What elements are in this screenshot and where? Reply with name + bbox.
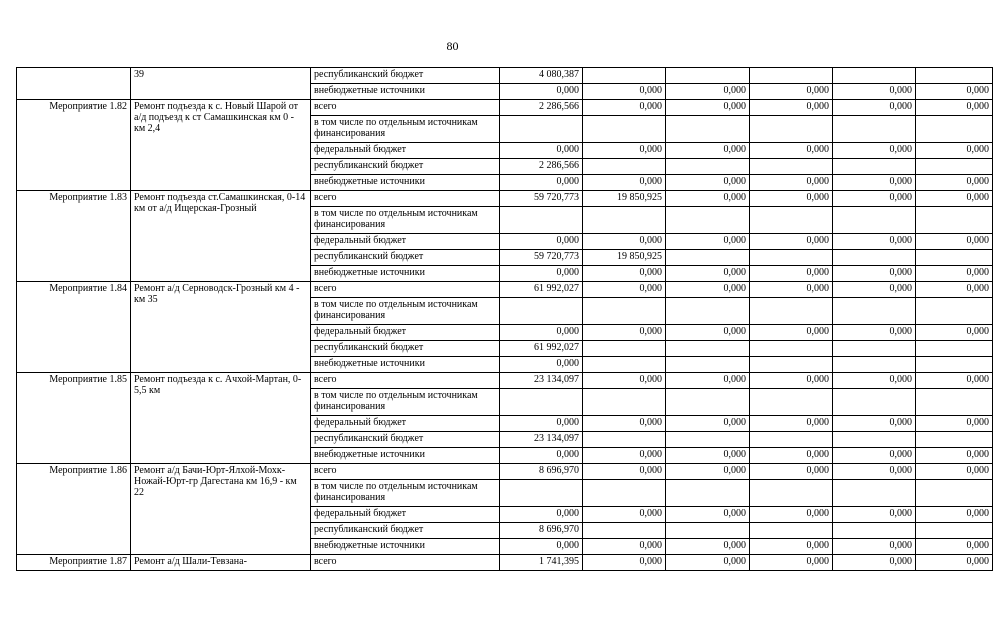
amount-cell: 0,000	[583, 266, 666, 282]
amount-cell: 0,000	[833, 555, 916, 571]
budget-table	[16, 67, 993, 571]
amount-cell: 59 720,773	[500, 191, 583, 207]
table-row	[17, 373, 993, 389]
amount-cell: 19 850,925	[583, 250, 666, 266]
funding-source-cell: федеральный бюджет	[311, 416, 500, 432]
amount-cell: 0,000	[833, 464, 916, 480]
amount-cell	[916, 432, 993, 448]
funding-source-cell: внебюджетные источники	[311, 539, 500, 555]
amount-cell: 61 992,027	[500, 282, 583, 298]
amount-cell: 0,000	[583, 555, 666, 571]
amount-cell: 0,000	[750, 325, 833, 341]
amount-cell: 0,000	[500, 266, 583, 282]
amount-cell	[750, 523, 833, 539]
amount-cell: 0,000	[666, 448, 750, 464]
amount-cell	[666, 523, 750, 539]
amount-cell	[583, 341, 666, 357]
measure-code-cell	[17, 68, 131, 100]
measure-name-cell: Ремонт а/д Бачи-Юрт-Ялхой-Мохк-Ножай-Юрт-гр Дагестана км 16,9 - км 22	[131, 464, 311, 555]
funding-source-cell: федеральный бюджет	[311, 234, 500, 250]
amount-cell: 0,000	[666, 191, 750, 207]
amount-cell	[666, 159, 750, 175]
amount-cell: 0,000	[750, 373, 833, 389]
funding-source-cell: республиканский бюджет	[311, 523, 500, 539]
funding-source-cell: в том числе по отдельным источникам финансирования	[311, 207, 500, 234]
page-number: 80	[446, 39, 459, 53]
amount-cell: 0,000	[833, 143, 916, 159]
amount-cell	[583, 523, 666, 539]
measure-code-cell: Мероприятие 1.86	[17, 464, 131, 555]
amount-cell	[833, 357, 916, 373]
funding-source-cell: в том числе по отдельным источникам финансирования	[311, 480, 500, 507]
measure-name-cell: Ремонт а/д Шали-Тевзана-	[131, 555, 311, 571]
amount-cell: 0,000	[583, 234, 666, 250]
amount-cell	[750, 298, 833, 325]
measure-name-cell: Ремонт подъезда ст.Самашкинская, 0-14 км от а/д Ищерская-Грозный	[131, 191, 311, 282]
amount-cell	[583, 432, 666, 448]
amount-cell: 0,000	[833, 507, 916, 523]
amount-cell: 0,000	[500, 234, 583, 250]
amount-cell	[833, 250, 916, 266]
amount-cell: 61 992,027	[500, 341, 583, 357]
funding-source-cell: республиканский бюджет	[311, 68, 500, 84]
amount-cell	[750, 480, 833, 507]
funding-source-cell: федеральный бюджет	[311, 507, 500, 523]
amount-cell	[750, 68, 833, 84]
amount-cell	[666, 116, 750, 143]
amount-cell	[916, 357, 993, 373]
amount-cell	[583, 298, 666, 325]
amount-cell: 0,000	[916, 373, 993, 389]
amount-cell	[500, 480, 583, 507]
amount-cell: 0,000	[833, 100, 916, 116]
amount-cell	[583, 68, 666, 84]
measure-code-cell: Мероприятие 1.83	[17, 191, 131, 282]
amount-cell	[666, 207, 750, 234]
funding-source-cell: всего	[311, 464, 500, 480]
amount-cell: 1 741,395	[500, 555, 583, 571]
measure-name-cell: Ремонт подъезда к с. Ачхой-Мартан, 0-5,5 км	[131, 373, 311, 464]
measure-code-cell: Мероприятие 1.85	[17, 373, 131, 464]
funding-source-cell: всего	[311, 191, 500, 207]
table-row	[17, 555, 993, 571]
amount-cell	[666, 250, 750, 266]
table-row	[17, 100, 993, 116]
measure-name-cell: Ремонт а/д Серноводск-Грозный км 4 - км 35	[131, 282, 311, 373]
funding-source-cell: в том числе по отдельным источникам финансирования	[311, 298, 500, 325]
amount-cell: 0,000	[500, 143, 583, 159]
table-row	[17, 191, 993, 207]
amount-cell: 0,000	[750, 507, 833, 523]
amount-cell: 19 850,925	[583, 191, 666, 207]
amount-cell: 0,000	[916, 175, 993, 191]
amount-cell: 0,000	[666, 507, 750, 523]
amount-cell	[833, 523, 916, 539]
amount-cell: 23 134,097	[500, 432, 583, 448]
amount-cell: 0,000	[916, 282, 993, 298]
amount-cell: 0,000	[750, 84, 833, 100]
amount-cell	[833, 207, 916, 234]
amount-cell	[666, 68, 750, 84]
amount-cell: 23 134,097	[500, 373, 583, 389]
amount-cell	[916, 298, 993, 325]
amount-cell	[750, 207, 833, 234]
amount-cell	[916, 389, 993, 416]
amount-cell	[666, 341, 750, 357]
amount-cell: 0,000	[666, 555, 750, 571]
table-body	[17, 68, 993, 571]
amount-cell	[750, 341, 833, 357]
amount-cell	[583, 357, 666, 373]
amount-cell: 0,000	[750, 416, 833, 432]
amount-cell	[583, 389, 666, 416]
amount-cell	[833, 341, 916, 357]
funding-source-cell: внебюджетные источники	[311, 266, 500, 282]
amount-cell	[916, 341, 993, 357]
amount-cell	[666, 480, 750, 507]
amount-cell: 4 080,387	[500, 68, 583, 84]
amount-cell	[916, 207, 993, 234]
amount-cell: 8 696,970	[500, 464, 583, 480]
amount-cell: 0,000	[750, 191, 833, 207]
funding-source-cell: республиканский бюджет	[311, 432, 500, 448]
amount-cell: 0,000	[833, 266, 916, 282]
funding-source-cell: всего	[311, 555, 500, 571]
amount-cell: 0,000	[916, 464, 993, 480]
amount-cell: 0,000	[916, 234, 993, 250]
amount-cell: 0,000	[666, 234, 750, 250]
amount-cell: 2 286,566	[500, 159, 583, 175]
table-row	[17, 68, 993, 84]
amount-cell: 0,000	[583, 416, 666, 432]
amount-cell	[833, 116, 916, 143]
amount-cell	[833, 480, 916, 507]
amount-cell: 0,000	[583, 175, 666, 191]
amount-cell: 0,000	[833, 416, 916, 432]
amount-cell: 0,000	[750, 448, 833, 464]
funding-source-cell: республиканский бюджет	[311, 250, 500, 266]
amount-cell: 0,000	[833, 175, 916, 191]
amount-cell: 0,000	[833, 282, 916, 298]
amount-cell	[750, 357, 833, 373]
amount-cell	[916, 68, 993, 84]
amount-cell: 0,000	[833, 325, 916, 341]
amount-cell: 0,000	[750, 464, 833, 480]
funding-source-cell: внебюджетные источники	[311, 84, 500, 100]
amount-cell	[750, 432, 833, 448]
amount-cell: 0,000	[583, 448, 666, 464]
amount-cell: 0,000	[666, 464, 750, 480]
funding-source-cell: всего	[311, 100, 500, 116]
amount-cell	[833, 298, 916, 325]
amount-cell	[916, 116, 993, 143]
amount-cell: 0,000	[666, 175, 750, 191]
amount-cell: 0,000	[500, 175, 583, 191]
amount-cell: 0,000	[500, 357, 583, 373]
amount-cell: 0,000	[666, 373, 750, 389]
amount-cell: 0,000	[583, 143, 666, 159]
amount-cell	[666, 432, 750, 448]
amount-cell: 0,000	[583, 464, 666, 480]
funding-source-cell: в том числе по отдельным источникам финансирования	[311, 116, 500, 143]
amount-cell	[583, 480, 666, 507]
amount-cell: 0,000	[500, 448, 583, 464]
funding-source-cell: в том числе по отдельным источникам финансирования	[311, 389, 500, 416]
amount-cell	[666, 357, 750, 373]
amount-cell: 0,000	[916, 325, 993, 341]
amount-cell: 0,000	[916, 143, 993, 159]
measure-name-cell: Ремонт подъезда к с. Новый Шарой от а/д подъезд к ст Самашкинская км 0 - км 2,4	[131, 100, 311, 191]
amount-cell: 0,000	[500, 507, 583, 523]
amount-cell: 0,000	[666, 100, 750, 116]
amount-cell	[833, 389, 916, 416]
amount-cell	[833, 68, 916, 84]
amount-cell: 0,000	[500, 84, 583, 100]
table-row	[17, 464, 993, 480]
measure-name-cell: 39	[131, 68, 311, 100]
amount-cell: 0,000	[583, 325, 666, 341]
amount-cell: 0,000	[916, 191, 993, 207]
amount-cell	[916, 523, 993, 539]
amount-cell: 0,000	[750, 100, 833, 116]
amount-cell: 0,000	[916, 84, 993, 100]
amount-cell: 0,000	[500, 416, 583, 432]
amount-cell: 0,000	[583, 84, 666, 100]
amount-cell	[916, 250, 993, 266]
amount-cell: 0,000	[916, 416, 993, 432]
amount-cell: 59 720,773	[500, 250, 583, 266]
amount-cell: 0,000	[666, 266, 750, 282]
amount-cell	[583, 159, 666, 175]
amount-cell: 0,000	[500, 325, 583, 341]
funding-source-cell: всего	[311, 373, 500, 389]
amount-cell: 0,000	[750, 234, 833, 250]
amount-cell	[833, 432, 916, 448]
measure-code-cell: Мероприятие 1.82	[17, 100, 131, 191]
measure-code-cell: Мероприятие 1.87	[17, 555, 131, 571]
amount-cell	[666, 298, 750, 325]
amount-cell	[750, 159, 833, 175]
amount-cell: 0,000	[750, 266, 833, 282]
amount-cell	[500, 389, 583, 416]
funding-source-cell: внебюджетные источники	[311, 448, 500, 464]
amount-cell	[583, 207, 666, 234]
amount-cell: 0,000	[666, 282, 750, 298]
amount-cell: 0,000	[750, 175, 833, 191]
amount-cell	[750, 250, 833, 266]
amount-cell	[916, 159, 993, 175]
amount-cell	[500, 207, 583, 234]
amount-cell: 0,000	[833, 234, 916, 250]
amount-cell: 0,000	[750, 539, 833, 555]
funding-source-cell: республиканский бюджет	[311, 159, 500, 175]
funding-source-cell: республиканский бюджет	[311, 341, 500, 357]
amount-cell	[833, 159, 916, 175]
amount-cell: 0,000	[666, 325, 750, 341]
amount-cell: 0,000	[833, 373, 916, 389]
amount-cell: 0,000	[666, 539, 750, 555]
table-row	[17, 282, 993, 298]
amount-cell: 0,000	[583, 373, 666, 389]
amount-cell	[500, 298, 583, 325]
amount-cell: 0,000	[750, 282, 833, 298]
funding-source-cell: федеральный бюджет	[311, 325, 500, 341]
funding-source-cell: всего	[311, 282, 500, 298]
funding-source-cell: внебюджетные источники	[311, 357, 500, 373]
amount-cell: 0,000	[833, 539, 916, 555]
amount-cell: 0,000	[916, 100, 993, 116]
funding-source-cell: федеральный бюджет	[311, 143, 500, 159]
amount-cell: 0,000	[750, 143, 833, 159]
amount-cell: 0,000	[500, 539, 583, 555]
amount-cell: 0,000	[666, 143, 750, 159]
amount-cell	[583, 116, 666, 143]
measure-code-cell: Мероприятие 1.84	[17, 282, 131, 373]
amount-cell: 0,000	[833, 84, 916, 100]
amount-cell: 0,000	[916, 448, 993, 464]
amount-cell	[750, 389, 833, 416]
amount-cell: 0,000	[833, 191, 916, 207]
amount-cell: 0,000	[583, 507, 666, 523]
amount-cell: 0,000	[916, 507, 993, 523]
amount-cell	[750, 116, 833, 143]
amount-cell: 0,000	[833, 448, 916, 464]
amount-cell	[916, 480, 993, 507]
amount-cell: 0,000	[916, 266, 993, 282]
amount-cell: 0,000	[750, 555, 833, 571]
amount-cell: 0,000	[583, 539, 666, 555]
amount-cell: 0,000	[666, 416, 750, 432]
amount-cell: 0,000	[916, 539, 993, 555]
amount-cell: 2 286,566	[500, 100, 583, 116]
funding-source-cell: внебюджетные источники	[311, 175, 500, 191]
amount-cell: 0,000	[583, 282, 666, 298]
amount-cell: 8 696,970	[500, 523, 583, 539]
amount-cell: 0,000	[916, 555, 993, 571]
amount-cell	[500, 116, 583, 143]
amount-cell	[666, 389, 750, 416]
amount-cell: 0,000	[666, 84, 750, 100]
amount-cell: 0,000	[583, 100, 666, 116]
